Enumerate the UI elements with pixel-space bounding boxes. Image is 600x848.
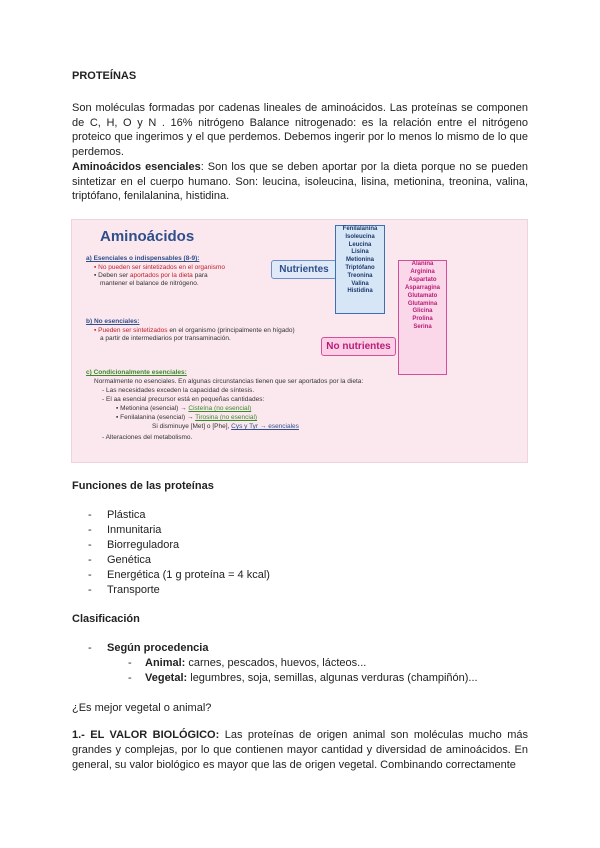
aa-item: Aspartato xyxy=(408,276,437,283)
aa-item: Prolina xyxy=(412,316,433,323)
fig-b-item-2: a partir de intermediarios por transaminación. xyxy=(100,335,231,342)
aa-item: Glutamina xyxy=(407,300,438,307)
aa-item: Asparragina xyxy=(404,284,440,291)
classification-heading: Clasificación xyxy=(72,613,140,625)
figure-title: Aminoácidos xyxy=(100,228,195,245)
essential-label: Aminoácidos esenciales xyxy=(72,161,201,173)
vegetal-item: - Vegetal: legumbres, soja, semillas, algunas verduras (champiñón)... xyxy=(128,672,478,684)
aa-item: Metionina xyxy=(346,257,374,264)
nonessential-amino-list xyxy=(398,260,447,375)
fig-a-heading: a) Esenciales o indispensables (8-9): xyxy=(86,255,200,262)
classification-criterion: - Según procedencia xyxy=(88,642,209,654)
aa-item: Triptófano xyxy=(345,264,375,271)
fig-b-item-1: ▪ Pueden ser sintetizados en el organismo (principalmente en hígado) xyxy=(94,327,295,334)
list-item: - Transporte xyxy=(88,583,270,598)
functions-list xyxy=(88,508,270,598)
page-title: PROTEÍNAS xyxy=(72,70,137,82)
fig-a-item-2: ▪ Deben ser aportados por la dieta para xyxy=(94,272,208,279)
aa-item: Treonina xyxy=(347,272,373,279)
aa-item: Fenilalanina xyxy=(342,226,378,232)
fig-a-item-3: mantener el balance de nitrógeno. xyxy=(100,280,199,287)
aa-item: Lisina xyxy=(351,249,369,256)
fig-b-heading: b) No esenciales: xyxy=(86,318,140,325)
fig-c-line-2: - Las necesidades exceden la capacidad de síntesis. xyxy=(102,387,255,394)
functions-heading: Funciones de las proteínas xyxy=(72,480,214,492)
intro-paragraph: Son moléculas formadas por cadenas lineales de aminoácidos. Las proteínas se componen de C, H, O y N . 16% nitrógeno Balance nitrogenado: es la relación entre el nitrógeno proteico que ingerimos y el que perdemos. Debemos ingerir por lo menos lo mismo de lo que perdemos. xyxy=(72,102,528,158)
aa-item: Arginina xyxy=(410,268,435,275)
essential-amino-list xyxy=(335,225,385,314)
fig-c-heading: c) Condicionalmente esenciales: xyxy=(86,369,187,376)
aa-item: Glicina xyxy=(412,308,433,315)
fig-c-line-5: ▪ Fenilalanina (esencial) → Tirosina (no esencial) xyxy=(116,414,258,421)
amino-acids-figure xyxy=(71,219,528,463)
essential-paragraph xyxy=(72,160,528,204)
list-item: - Biorreguladora xyxy=(88,538,270,553)
aa-item: Glutamato xyxy=(407,292,438,299)
fig-a-item-1: ▪ No pueden ser sintetizados en el organismo xyxy=(94,264,225,271)
list-item: - Plástica xyxy=(88,508,270,523)
aa-item: Valina xyxy=(351,280,369,287)
fig-c-line-4: ▪ Metionina (esencial) → Cisteína (no esencial) xyxy=(116,405,252,412)
aa-item: Histidina xyxy=(347,288,373,295)
biological-value-paragraph: 1.- EL VALOR BIOLÓGICO: Las proteínas de origen animal son moléculas mucho más grandes y complejas, por lo que contienen mayor cantidad y diversidad de aminoácidos. En general, su valor biológico es mayor que las de origen vegetal. Combinando correctamente xyxy=(72,729,529,771)
essential-text: : Son los que se deben aportar por la dieta porque no se pueden sintetizar en el cuerpo humano. Son: leucina, isoleucina, lisina, metionina, treonina, valina, triptófano, fenilalanina, histidina. xyxy=(72,161,528,202)
nutrientes-label: Nutrientes xyxy=(271,260,337,279)
aa-item: Leucina xyxy=(348,241,372,248)
aa-item: Serina xyxy=(413,324,432,331)
aa-item: Isoleucina xyxy=(345,233,375,240)
fig-c-line-1: Normalmente no esenciales. En algunas circunstancias tienen que ser aportados por la dieta: xyxy=(94,378,364,385)
no-nutrientes-label: No nutrientes xyxy=(321,337,396,356)
fig-c-line-6: Si disminuye [Met] o [Phe], Cys y Tyr → esenciales xyxy=(152,423,299,430)
aa-item: Alanina xyxy=(411,261,434,267)
fig-c-line-7: - Alteraciones del metabolismo. xyxy=(102,434,193,441)
question-text: ¿Es mejor vegetal o animal? xyxy=(72,702,212,714)
animal-item: - Animal: carnes, pescados, huevos, lácteos... xyxy=(128,657,367,669)
list-item: - Energética (1 g proteína = 4 kcal) xyxy=(88,568,270,583)
list-item: - Inmunitaria xyxy=(88,523,270,538)
fig-c-line-3: - El aa esencial precursor está en pequeñas cantidades: xyxy=(102,396,265,403)
list-item: - Genética xyxy=(88,553,270,568)
